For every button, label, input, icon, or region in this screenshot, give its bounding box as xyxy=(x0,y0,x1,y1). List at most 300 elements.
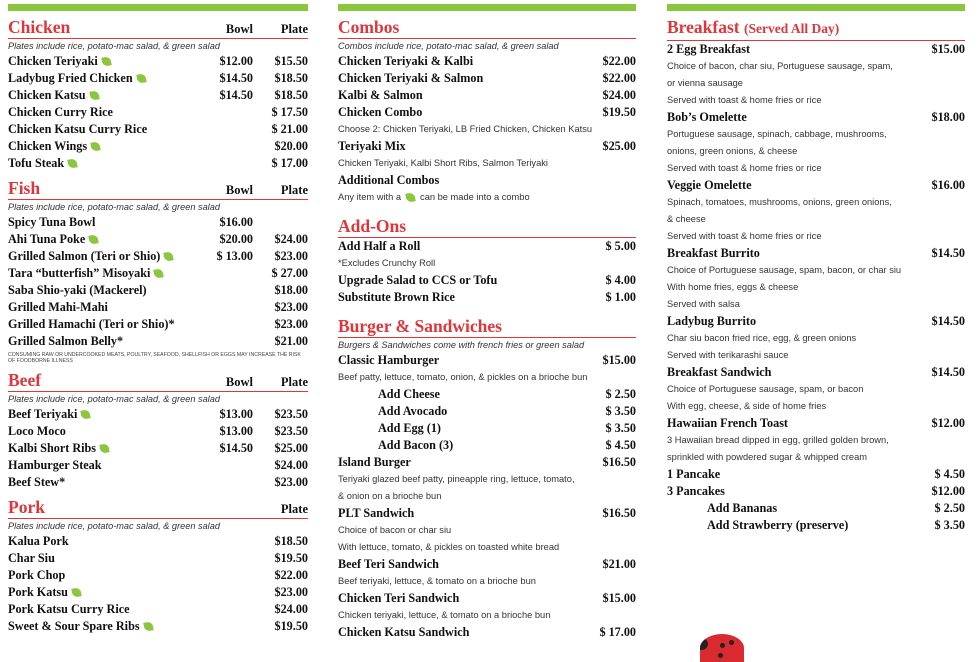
menu-item-price: $15.00 xyxy=(602,591,636,605)
menu-item-name xyxy=(338,421,576,436)
menu-item-row xyxy=(338,590,636,607)
menu-item-price: $16.00 xyxy=(931,178,965,192)
menu-item-name xyxy=(667,365,905,380)
menu-item-name-text: Teriyaki Mix xyxy=(338,139,406,153)
menu-item-name-text: Add Strawberry (preserve) xyxy=(707,518,849,532)
menu-item-name xyxy=(8,424,198,439)
menu-item-name xyxy=(8,619,253,634)
menu-item-row xyxy=(8,121,308,138)
plate-price: $19.50 xyxy=(274,619,308,633)
leaf-icon xyxy=(67,158,77,168)
menu-item-price: $ 4.50 xyxy=(934,467,965,481)
menu-item-description: With home fries, eggs & cheese xyxy=(667,282,799,292)
menu-item-description: Choice of bacon, char siu, Portuguese sausage, spam, xyxy=(667,61,893,71)
menu-item-name-text: Saba Shio-yaki (Mackerel) xyxy=(8,283,147,297)
section-title xyxy=(8,497,253,517)
plate-price: $20.00 xyxy=(274,139,308,153)
menu-item-row xyxy=(8,474,308,491)
menu-item-name-text: Chicken Katsu Curry Rice xyxy=(8,122,148,136)
menu-item-name-text: Beef Stew* xyxy=(8,475,66,489)
menu-item-name xyxy=(8,71,198,86)
menu-item-name-text: Grilled Salmon Belly* xyxy=(8,334,124,348)
add-on-row xyxy=(667,500,965,517)
section-note: Plates include rice, potato-mac salad, & green salad xyxy=(8,394,220,404)
menu-item-name-text: Add Avocado xyxy=(378,404,448,418)
menu-item-row xyxy=(338,272,636,289)
food-safety-warning: CONSUMING RAW OR UNDERCOOKED MEATS, POULTRY, SEAFOOD, SHELLFISH OR EGGS MAY INCREASE THE RISK OF FOODBORNE ILLNESS xyxy=(8,352,301,364)
section-title-text: Add-Ons xyxy=(338,216,407,236)
menu-item-name-text: Hamburger Steak xyxy=(8,458,102,472)
menu-item-name xyxy=(8,300,198,315)
bowl-column-header: Bowl xyxy=(225,22,253,36)
bowl-price: $14.50 xyxy=(219,88,253,102)
menu-item-name xyxy=(8,458,198,473)
menu-item-row xyxy=(338,138,636,155)
leaf-icon xyxy=(101,56,111,66)
menu-item-name xyxy=(667,467,905,482)
menu-item-name xyxy=(338,88,576,103)
fish-section xyxy=(8,178,308,364)
menu-item-name-text: Breakfast Burrito xyxy=(667,246,760,260)
menu-item-name xyxy=(8,334,198,349)
section-title-text: Fish xyxy=(8,178,41,198)
menu-item-row xyxy=(8,333,308,350)
menu-item-row xyxy=(8,155,308,172)
menu-item-name xyxy=(8,534,253,549)
menu-item-row xyxy=(338,556,636,573)
menu-item-row xyxy=(8,214,308,231)
menu-item-row xyxy=(338,53,636,70)
chicken-section xyxy=(8,17,308,172)
leaf-icon xyxy=(90,141,100,151)
menu-item-name-text: PLT Sandwich xyxy=(338,506,415,520)
menu-item-name xyxy=(667,246,905,261)
menu-item-row xyxy=(338,238,636,255)
menu-item-name xyxy=(338,506,576,521)
bowl-price: $13.00 xyxy=(219,424,253,438)
menu-item-row xyxy=(338,289,636,306)
menu-item-name xyxy=(8,88,198,103)
plate-price: $24.00 xyxy=(274,232,308,246)
menu-item-price: $ 3.50 xyxy=(934,518,965,532)
plate-price: $ 21.00 xyxy=(271,122,308,136)
section-header xyxy=(8,17,308,39)
menu-item-name xyxy=(8,441,198,456)
menu-item-description: & cheese xyxy=(667,214,706,224)
menu-item-name-text: Add Half a Roll xyxy=(338,239,421,253)
menu-item-price: $ 2.50 xyxy=(605,387,636,401)
menu-item-price: $12.00 xyxy=(931,416,965,430)
plate-column-header: Plate xyxy=(280,375,308,389)
bowl-price: $14.50 xyxy=(219,441,253,455)
menu-item-name xyxy=(338,173,576,188)
menu-item-row xyxy=(338,624,636,641)
menu-item-name-text: 1 Pancake xyxy=(667,467,721,481)
menu-item-description: Choice of Portuguese sausage, spam, bacon, or char siu xyxy=(667,265,902,275)
leaf-icon xyxy=(136,73,146,83)
section-title-text: Pork xyxy=(8,497,45,517)
plate-price: $ 17.50 xyxy=(271,105,308,119)
menu-item-name-text: Additional Combos xyxy=(338,173,440,187)
menu-item-row xyxy=(8,533,308,550)
menu-item-name xyxy=(8,266,198,281)
section-header xyxy=(8,178,308,200)
menu-item-name xyxy=(8,568,253,583)
menu-item-name xyxy=(8,585,253,600)
menu-item-name-text: Pork Katsu xyxy=(8,585,68,599)
menu-item-description: onions, green onions, & cheese xyxy=(667,146,798,156)
menu-item-description: Teriyaki glazed beef patty, pineapple ring, lettuce, tomato, xyxy=(338,474,575,484)
menu-item-row xyxy=(667,109,965,126)
menu-item-name-text: Chicken Teriyaki & Salmon xyxy=(338,71,484,85)
menu-item-name-text: Beef Teriyaki xyxy=(8,407,78,421)
menu-item-name-text: Kalbi Short Ribs xyxy=(8,441,97,455)
plate-price: $22.00 xyxy=(274,568,308,582)
menu-item-name xyxy=(667,484,905,499)
menu-item-name xyxy=(338,591,576,606)
plate-price: $23.00 xyxy=(274,300,308,314)
menu-item-name xyxy=(338,290,576,305)
menu-item-row xyxy=(8,231,308,248)
menu-item-name xyxy=(667,314,905,329)
menu-item-name xyxy=(338,54,576,69)
menu-item-row xyxy=(8,299,308,316)
menu-item-name-text: Grilled Salmon (Teri or Shio) xyxy=(8,249,161,263)
menu-item-description: Portuguese sausage, spinach, cabbage, mushrooms, xyxy=(667,129,887,139)
menu-item-description: & onion on a brioche bun xyxy=(338,491,442,501)
section-title-text: Combos xyxy=(338,17,400,37)
menu-item-description: Choice of bacon or char siu xyxy=(338,525,452,535)
section-title-text: Beef xyxy=(8,370,42,390)
leaf-icon xyxy=(154,268,164,278)
menu-item-price: $ 4.00 xyxy=(605,273,636,287)
plate-price: $23.00 xyxy=(274,475,308,489)
menu-item-name xyxy=(338,273,576,288)
menu-item-name xyxy=(667,518,905,533)
menu-column-3 xyxy=(667,0,965,534)
menu-item-row xyxy=(8,70,308,87)
menu-item-name-text: Spicy Tuna Bowl xyxy=(8,215,96,229)
menu-item-row xyxy=(338,70,636,87)
menu-item-price: $22.00 xyxy=(602,54,636,68)
menu-item-description: 3 Hawaiian bread dipped in egg, grilled golden brown, xyxy=(667,435,889,445)
plate-price: $23.50 xyxy=(274,424,308,438)
menu-item-row xyxy=(667,177,965,194)
menu-item-row xyxy=(8,406,308,423)
menu-item-name-text: Classic Hamburger xyxy=(338,353,440,367)
menu-item-price: $12.00 xyxy=(931,484,965,498)
section-note: Plates include rice, potato-mac salad, & green salad xyxy=(8,521,220,531)
combo-note xyxy=(338,189,636,206)
add-on-row xyxy=(667,517,965,534)
menu-item-name-text: Sweet & Sour Spare Ribs xyxy=(8,619,140,633)
menu-item-price: $14.50 xyxy=(931,246,965,260)
menu-item-name xyxy=(338,625,576,640)
menu-item-name xyxy=(338,438,576,453)
menu-item-row xyxy=(338,172,636,189)
menu-item-description: or vienna sausage xyxy=(667,78,743,88)
plate-price: $25.00 xyxy=(274,441,308,455)
section-header xyxy=(667,17,965,41)
menu-item-name-text: Chicken Katsu xyxy=(8,88,86,102)
menu-item-row xyxy=(8,282,308,299)
menu-item-row xyxy=(8,138,308,155)
menu-column-2 xyxy=(338,0,636,641)
ladybug-logo xyxy=(700,634,744,662)
menu-item-description: Served with terikarashi sauce xyxy=(667,350,789,360)
menu-item-price: $ 17.00 xyxy=(599,625,636,639)
menu-item-price: $ 4.50 xyxy=(605,438,636,452)
combo-note-start: Any item with a xyxy=(338,192,402,202)
leaf-icon xyxy=(164,251,174,261)
menu-item-name-text: Chicken Teriyaki xyxy=(8,54,98,68)
menu-item-description: With lettuce, tomato, & pickles on toasted white bread xyxy=(338,542,560,552)
menu-item-row xyxy=(8,567,308,584)
bowl-price: $12.00 xyxy=(219,54,253,68)
menu-item-row xyxy=(667,483,965,500)
plate-price: $21.00 xyxy=(274,334,308,348)
menu-item-description: Beef patty, lettuce, tomato, onion, & pickles on a brioche bun xyxy=(338,372,588,382)
menu-item-name xyxy=(667,416,905,431)
menu-item-name-text: Chicken Combo xyxy=(338,105,423,119)
menu-item-name xyxy=(8,283,198,298)
menu-item-name xyxy=(8,475,198,490)
menu-item-name-text: Island Burger xyxy=(338,455,411,469)
menu-item-name-text: Tofu Steak xyxy=(8,156,65,170)
menu-item-name-text: Chicken Teri Sandwich xyxy=(338,591,460,605)
menu-item-row xyxy=(8,457,308,474)
menu-item-price: $ 1.00 xyxy=(605,290,636,304)
plate-column-header: Plate xyxy=(280,502,308,516)
bowl-price: $13.00 xyxy=(219,407,253,421)
plate-price: $23.50 xyxy=(274,407,308,421)
menu-item-description: With egg, cheese, & side of home fries xyxy=(667,401,827,411)
add-on-row xyxy=(338,420,636,437)
leaf-icon xyxy=(99,443,109,453)
menu-item-price: $14.50 xyxy=(931,365,965,379)
section-note: Burgers & Sandwiches come with french fries or green salad xyxy=(338,340,585,350)
menu-item-price: $ 3.50 xyxy=(605,404,636,418)
menu-item-name xyxy=(667,501,905,516)
menu-item-price: $14.50 xyxy=(931,314,965,328)
menu-item-description: Choose 2: Chicken Teriyaki, LB Fried Chicken, Chicken Katsu xyxy=(338,124,593,134)
menu-item-row xyxy=(8,423,308,440)
menu-item-price: $16.50 xyxy=(602,455,636,469)
menu-item-name xyxy=(8,54,198,69)
plate-price: $18.50 xyxy=(274,534,308,548)
menu-item-name-text: Pork Katsu Curry Rice xyxy=(8,602,130,616)
bowl-price: $16.00 xyxy=(219,215,253,229)
section-note: Combos include rice, potato-mac salad, & green salad xyxy=(338,41,559,51)
menu-item-price: $ 3.50 xyxy=(605,421,636,435)
section-note: Plates include rice, potato-mac salad, & green salad xyxy=(8,202,220,212)
plate-price: $24.00 xyxy=(274,458,308,472)
menu-item-row xyxy=(667,466,965,483)
menu-item-name-text: Add Egg (1) xyxy=(378,421,441,435)
menu-item-name-text: Chicken Katsu Sandwich xyxy=(338,625,470,639)
combo-note-end: can be made into a combo xyxy=(420,192,530,202)
section-title xyxy=(338,17,636,37)
section-title xyxy=(8,178,198,198)
bowl-column-header: Bowl xyxy=(225,183,253,197)
menu-item-name xyxy=(338,557,576,572)
menu-item-name xyxy=(667,42,905,57)
bowl-price: $20.00 xyxy=(219,232,253,246)
menu-item-row xyxy=(8,265,308,282)
menu-item-row xyxy=(667,41,965,58)
menu-item-price: $16.50 xyxy=(602,506,636,520)
menu-item-description: Served with salsa xyxy=(667,299,740,309)
section-title-text: Breakfast xyxy=(667,17,740,37)
menu-item-row xyxy=(8,618,308,635)
plate-price: $ 27.00 xyxy=(271,266,308,280)
menu-item-price: $ 5.00 xyxy=(605,239,636,253)
menu-item-name-text: Chicken Teriyaki & Kalbi xyxy=(338,54,474,68)
menu-item-name-text: Chicken Curry Rice xyxy=(8,105,113,119)
plate-price: $18.50 xyxy=(274,71,308,85)
section-title xyxy=(338,216,636,236)
menu-item-name-text: Kalbi & Salmon xyxy=(338,88,423,102)
menu-item-name-text: Add Cheese xyxy=(378,387,440,401)
menu-item-name xyxy=(8,232,198,247)
menu-item-name-text: 2 Egg Breakfast xyxy=(667,42,751,56)
section-title-text: Chicken xyxy=(8,17,71,37)
menu-item-name xyxy=(338,353,576,368)
menu-item-description: sprinkled with powdered sugar & whipped cream xyxy=(667,452,867,462)
beef-section xyxy=(8,370,308,491)
breakfast-section xyxy=(667,17,965,534)
column-top-bar xyxy=(667,4,965,11)
column-top-bar xyxy=(8,4,308,11)
menu-item-name-text: Hawaiian French Toast xyxy=(667,416,788,430)
section-subtitle: (Served All Day) xyxy=(743,21,840,36)
menu-item-name xyxy=(8,602,253,617)
menu-item-name-text: Ahi Tuna Poke xyxy=(8,232,86,246)
menu-item-name xyxy=(338,71,576,86)
menu-item-name xyxy=(8,249,198,264)
menu-item-row xyxy=(8,550,308,567)
burgers-section xyxy=(338,316,636,641)
menu-item-row xyxy=(8,601,308,618)
menu-item-name-text: Substitute Brown Rice xyxy=(338,290,455,304)
menu-item-name-text: Chicken Wings xyxy=(8,139,88,153)
section-title xyxy=(667,17,965,39)
menu-item-name xyxy=(338,239,576,254)
menu-item-price: $19.50 xyxy=(602,105,636,119)
menu-item-price: $18.00 xyxy=(931,110,965,124)
add-on-row xyxy=(338,437,636,454)
menu-item-row xyxy=(8,53,308,70)
menu-item-price: $ 2.50 xyxy=(934,501,965,515)
add-on-row xyxy=(338,386,636,403)
plate-price: $18.50 xyxy=(274,88,308,102)
menu-item-name xyxy=(338,105,576,120)
column-top-bar xyxy=(338,4,636,11)
menu-item-name-text: Grilled Hamachi (Teri or Shio)* xyxy=(8,317,175,331)
menu-item-price: $21.00 xyxy=(602,557,636,571)
leaf-icon xyxy=(71,587,81,597)
menu-item-name-text: Pork Chop xyxy=(8,568,66,582)
bowl-column-header: Bowl xyxy=(225,375,253,389)
menu-item-name xyxy=(8,105,198,120)
menu-item-row xyxy=(8,104,308,121)
pork-section xyxy=(8,497,308,635)
menu-item-row xyxy=(667,245,965,262)
plate-price: $19.50 xyxy=(274,551,308,565)
menu-item-row xyxy=(667,313,965,330)
plate-price: $ 17.00 xyxy=(271,156,308,170)
section-header xyxy=(8,497,308,519)
menu-item-name-text: Add Bacon (3) xyxy=(378,438,454,452)
section-note: Plates include rice, potato-mac salad, & green salad xyxy=(8,41,220,51)
plate-price: $18.00 xyxy=(274,283,308,297)
menu-item-name xyxy=(338,404,576,419)
plate-price: $15.50 xyxy=(274,54,308,68)
menu-item-name-text: Grilled Mahi-Mahi xyxy=(8,300,108,314)
bowl-price: $14.50 xyxy=(219,71,253,85)
menu-item-name-text: Veggie Omelette xyxy=(667,178,752,192)
menu-item-name-text: Breakfast Sandwich xyxy=(667,365,772,379)
menu-item-row xyxy=(667,364,965,381)
menu-item-description: Served with toast & home fries or rice xyxy=(667,95,822,105)
menu-item-name-text: Loco Moco xyxy=(8,424,66,438)
menu-item-name xyxy=(667,178,905,193)
section-title xyxy=(8,17,198,37)
menu-item-name-text: Ladybug Fried Chicken xyxy=(8,71,133,85)
bowl-price: $ 13.00 xyxy=(216,249,253,263)
menu-item-name xyxy=(8,139,198,154)
menu-item-price: $15.00 xyxy=(602,353,636,367)
menu-item-name xyxy=(8,407,198,422)
menu-item-row xyxy=(8,87,308,104)
add-on-row xyxy=(338,403,636,420)
section-title xyxy=(8,370,198,390)
menu-item-name-text: 3 Pancakes xyxy=(667,484,725,498)
plate-column-header: Plate xyxy=(280,22,308,36)
section-title-text: Burger & Sandwiches xyxy=(338,316,502,336)
leaf-icon xyxy=(143,621,153,631)
menu-item-name xyxy=(338,387,576,402)
leaf-icon xyxy=(89,90,99,100)
menu-item-name xyxy=(8,156,198,171)
menu-item-name xyxy=(338,455,576,470)
menu-item-name-text: Kalua Pork xyxy=(8,534,69,548)
menu-item-description: Chicken teriyaki, lettuce, & tomato on a brioche bun xyxy=(338,610,551,620)
menu-item-name xyxy=(8,551,253,566)
menu-item-name xyxy=(667,110,905,125)
leaf-icon xyxy=(81,409,91,419)
section-header xyxy=(338,216,636,238)
menu-item-description: Beef teriyaki, lettuce, & tomato on a brioche bun xyxy=(338,576,536,586)
combos-section xyxy=(338,17,636,206)
menu-item-name xyxy=(8,317,198,332)
plate-price: $24.00 xyxy=(274,602,308,616)
menu-item-row xyxy=(338,505,636,522)
menu-item-name xyxy=(8,215,198,230)
menu-item-name-text: Upgrade Salad to CCS or Tofu xyxy=(338,273,498,287)
menu-item-description: Served with toast & home fries or rice xyxy=(667,163,822,173)
menu-item-row xyxy=(338,87,636,104)
plate-column-header: Plate xyxy=(280,183,308,197)
menu-item-description: *Excludes Crunchy Roll xyxy=(338,258,436,268)
menu-item-row xyxy=(8,584,308,601)
menu-item-price: $22.00 xyxy=(602,71,636,85)
menu-item-name xyxy=(8,122,198,137)
section-header xyxy=(338,316,636,338)
section-header xyxy=(338,17,636,39)
section-title xyxy=(338,316,636,336)
menu-item-row xyxy=(338,352,636,369)
